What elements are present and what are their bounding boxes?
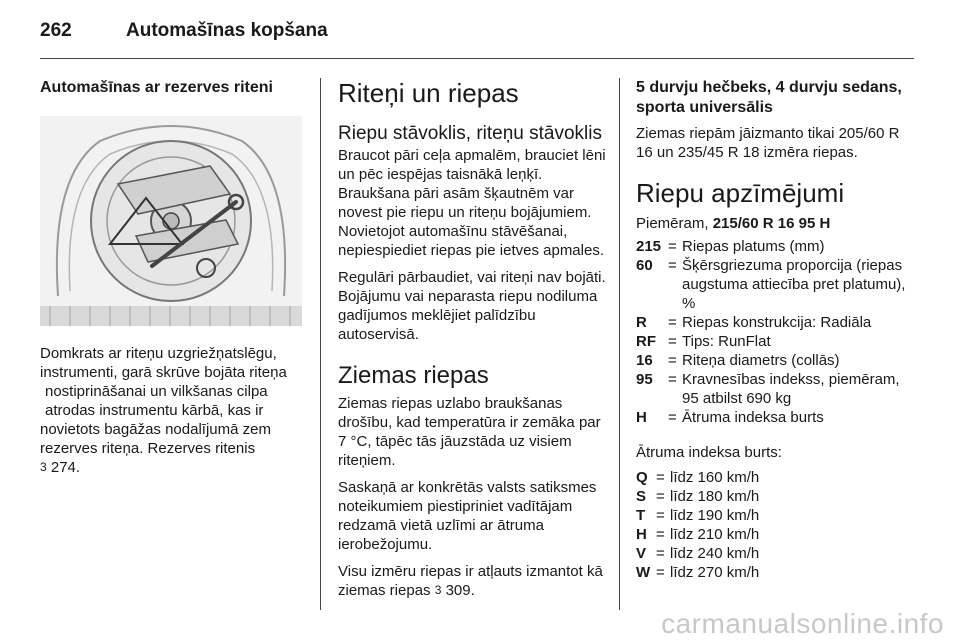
equals-sign: =	[668, 257, 677, 274]
body-types-heading: 5 durvju hečbeks, 4 durvju sedans, sporta universālis	[636, 79, 902, 116]
column-divider-left	[320, 78, 321, 610]
right-column	[636, 78, 914, 592]
designation-list	[636, 237, 914, 427]
designation-value: Riteņa diametrs (collās)	[682, 352, 840, 369]
equals-sign: =	[656, 469, 665, 486]
designation-key: 60	[636, 257, 653, 274]
figure-caption	[40, 344, 306, 477]
xref-page[interactable]: 309.	[445, 582, 475, 599]
section-title-tyre-designations: Riepu apzīmējumi	[636, 178, 845, 208]
designation-key: RF	[636, 333, 656, 350]
page-number: 262	[40, 20, 72, 41]
speed-value: līdz 180 km/h	[670, 488, 760, 505]
speed-value: līdz 190 km/h	[670, 507, 760, 524]
paragraph-inspect: Regulāri pārbaudiet, vai riteņi nav bojāti. Bojājumu vai neparasta riepu nodiluma gadījumos meklējiet palīdzību autoservisā.	[338, 269, 606, 343]
speed-key: S	[636, 488, 647, 505]
equals-sign: =	[668, 371, 677, 388]
list-item	[636, 563, 914, 582]
list-item	[636, 525, 914, 544]
designation-key: R	[636, 314, 647, 331]
paragraph-winter-1: Ziemas riepas uzlabo braukšanas drošību, kad temperatūra ir zemāka par 7 °C, tāpēc tās jāuzstāda uz visiem riteņiem.	[338, 395, 601, 469]
designation-key: 16	[636, 352, 653, 369]
paragraph-curbs: Braucot pāri ceļa apmalēm, brauciet lēni un pēc iespējas taisnākā leņķī. Braukšana pāri asām šķautnēm var novest pie riepu un riteņu bojājumiem. Novietojot automašīnu stāvēšanai, nepiespiediet riepas pie ietves apmales.	[338, 147, 606, 259]
designation-value: Riepas platums (mm)	[682, 238, 825, 255]
xref-page: 274.	[50, 459, 81, 476]
equals-sign: =	[656, 488, 665, 505]
speed-key: V	[636, 545, 647, 562]
speed-value: līdz 160 km/h	[670, 469, 760, 486]
speed-key: T	[636, 507, 646, 524]
designation-value: Ātruma indeksa burts	[682, 409, 824, 426]
list-item	[636, 313, 914, 332]
equals-sign: =	[668, 409, 677, 426]
page-header	[40, 14, 920, 54]
list-item	[636, 506, 914, 525]
cross-reference-icon: 3	[40, 460, 47, 474]
equals-sign: =	[668, 352, 677, 369]
list-item	[636, 351, 914, 370]
column-divider-right	[619, 78, 620, 610]
spare-wheel-drawing	[40, 116, 302, 326]
designation-value: Riepas konstrukcija: Radiāla	[682, 314, 872, 331]
list-item	[636, 487, 914, 506]
subsection-title-winter: Ziemas riepas	[338, 362, 489, 389]
chapter-title: Automašīnas kopšana	[126, 20, 328, 41]
caption-line: novietots bagāžas nodalījumā zem	[40, 421, 271, 438]
list-item	[636, 468, 914, 487]
speed-value: līdz 210 km/h	[670, 526, 760, 543]
equals-sign: =	[668, 333, 677, 350]
speed-key: H	[636, 526, 647, 543]
middle-column	[338, 78, 606, 608]
designation-value: Šķērsgriezuma proporcija (riepas augstuma attiecība pret platumu), %	[682, 257, 906, 312]
caption-line: atrodas instrumentu kārbā, kas ir	[45, 402, 264, 419]
designation-value: Tips: RunFlat	[682, 333, 771, 350]
header-rule	[40, 58, 914, 59]
paragraph-winter-2: Saskaņā ar konkrētās valsts satiksmes noteikumiem piestipriniet vadītājam redzamā vietā uzlīmi ar ātruma ierobežojumu.	[338, 479, 597, 553]
caption-line: nostiprināšanai un vilkšanas cilpa	[45, 383, 268, 400]
list-item	[636, 544, 914, 563]
list-item	[636, 408, 914, 427]
example-value: 215/60 R 16 95 H	[712, 215, 831, 232]
spare-wheel-heading: Automašīnas ar rezerves riteni	[40, 79, 273, 96]
speed-value: līdz 240 km/h	[670, 545, 760, 562]
caption-line: rezerves riteņa. Rezerves ritenis	[40, 440, 256, 457]
equals-sign: =	[668, 314, 677, 331]
equals-sign: =	[656, 507, 665, 524]
winter-sizes-text: Visu izmēru riepas ir atļauts izmantot kā ziemas riepas	[338, 563, 603, 599]
caption-line: instrumenti, garā skrūve bojāta riteņa	[40, 364, 287, 381]
example-line	[636, 214, 914, 233]
left-column	[40, 78, 306, 477]
caption-line: Domkrats ar riteņu uzgriežņatslēgu,	[40, 345, 277, 362]
list-item	[636, 332, 914, 351]
subsection-title-condition: Riepu stāvoklis, riteņu stāvoklis	[338, 123, 602, 144]
example-label: Piemēram,	[636, 215, 709, 232]
paragraph-winter-3	[338, 562, 606, 600]
designation-key: H	[636, 409, 647, 426]
equals-sign: =	[656, 564, 665, 581]
speed-index-heading: Ātruma indeksa burts:	[636, 444, 782, 461]
equals-sign: =	[656, 545, 665, 562]
speed-value: līdz 270 km/h	[670, 564, 760, 581]
paragraph-winter-sizes: Ziemas riepām jāizmanto tikai 205/60 R 16 un 235/45 R 18 izmēra riepas.	[636, 125, 900, 161]
designation-key: 215	[636, 238, 662, 255]
designation-key: 95	[636, 371, 653, 388]
watermark: carmanualsonline.info	[661, 608, 944, 639]
section-title-wheels-tyres: Riteņi un riepas	[338, 78, 519, 108]
caption-xref[interactable]	[40, 458, 306, 477]
equals-sign: =	[656, 526, 665, 543]
speed-key: W	[636, 564, 651, 581]
speed-index-list	[636, 468, 914, 582]
speed-key: Q	[636, 469, 648, 486]
list-item	[636, 370, 914, 408]
list-item	[636, 256, 914, 313]
cross-reference-icon: 3	[434, 583, 442, 597]
designation-value: Kravnesības indekss, piemēram, 95 atbilst 690 kg	[682, 371, 900, 407]
spare-wheel-illustration	[40, 116, 302, 326]
list-item	[636, 237, 914, 256]
equals-sign: =	[668, 238, 677, 255]
